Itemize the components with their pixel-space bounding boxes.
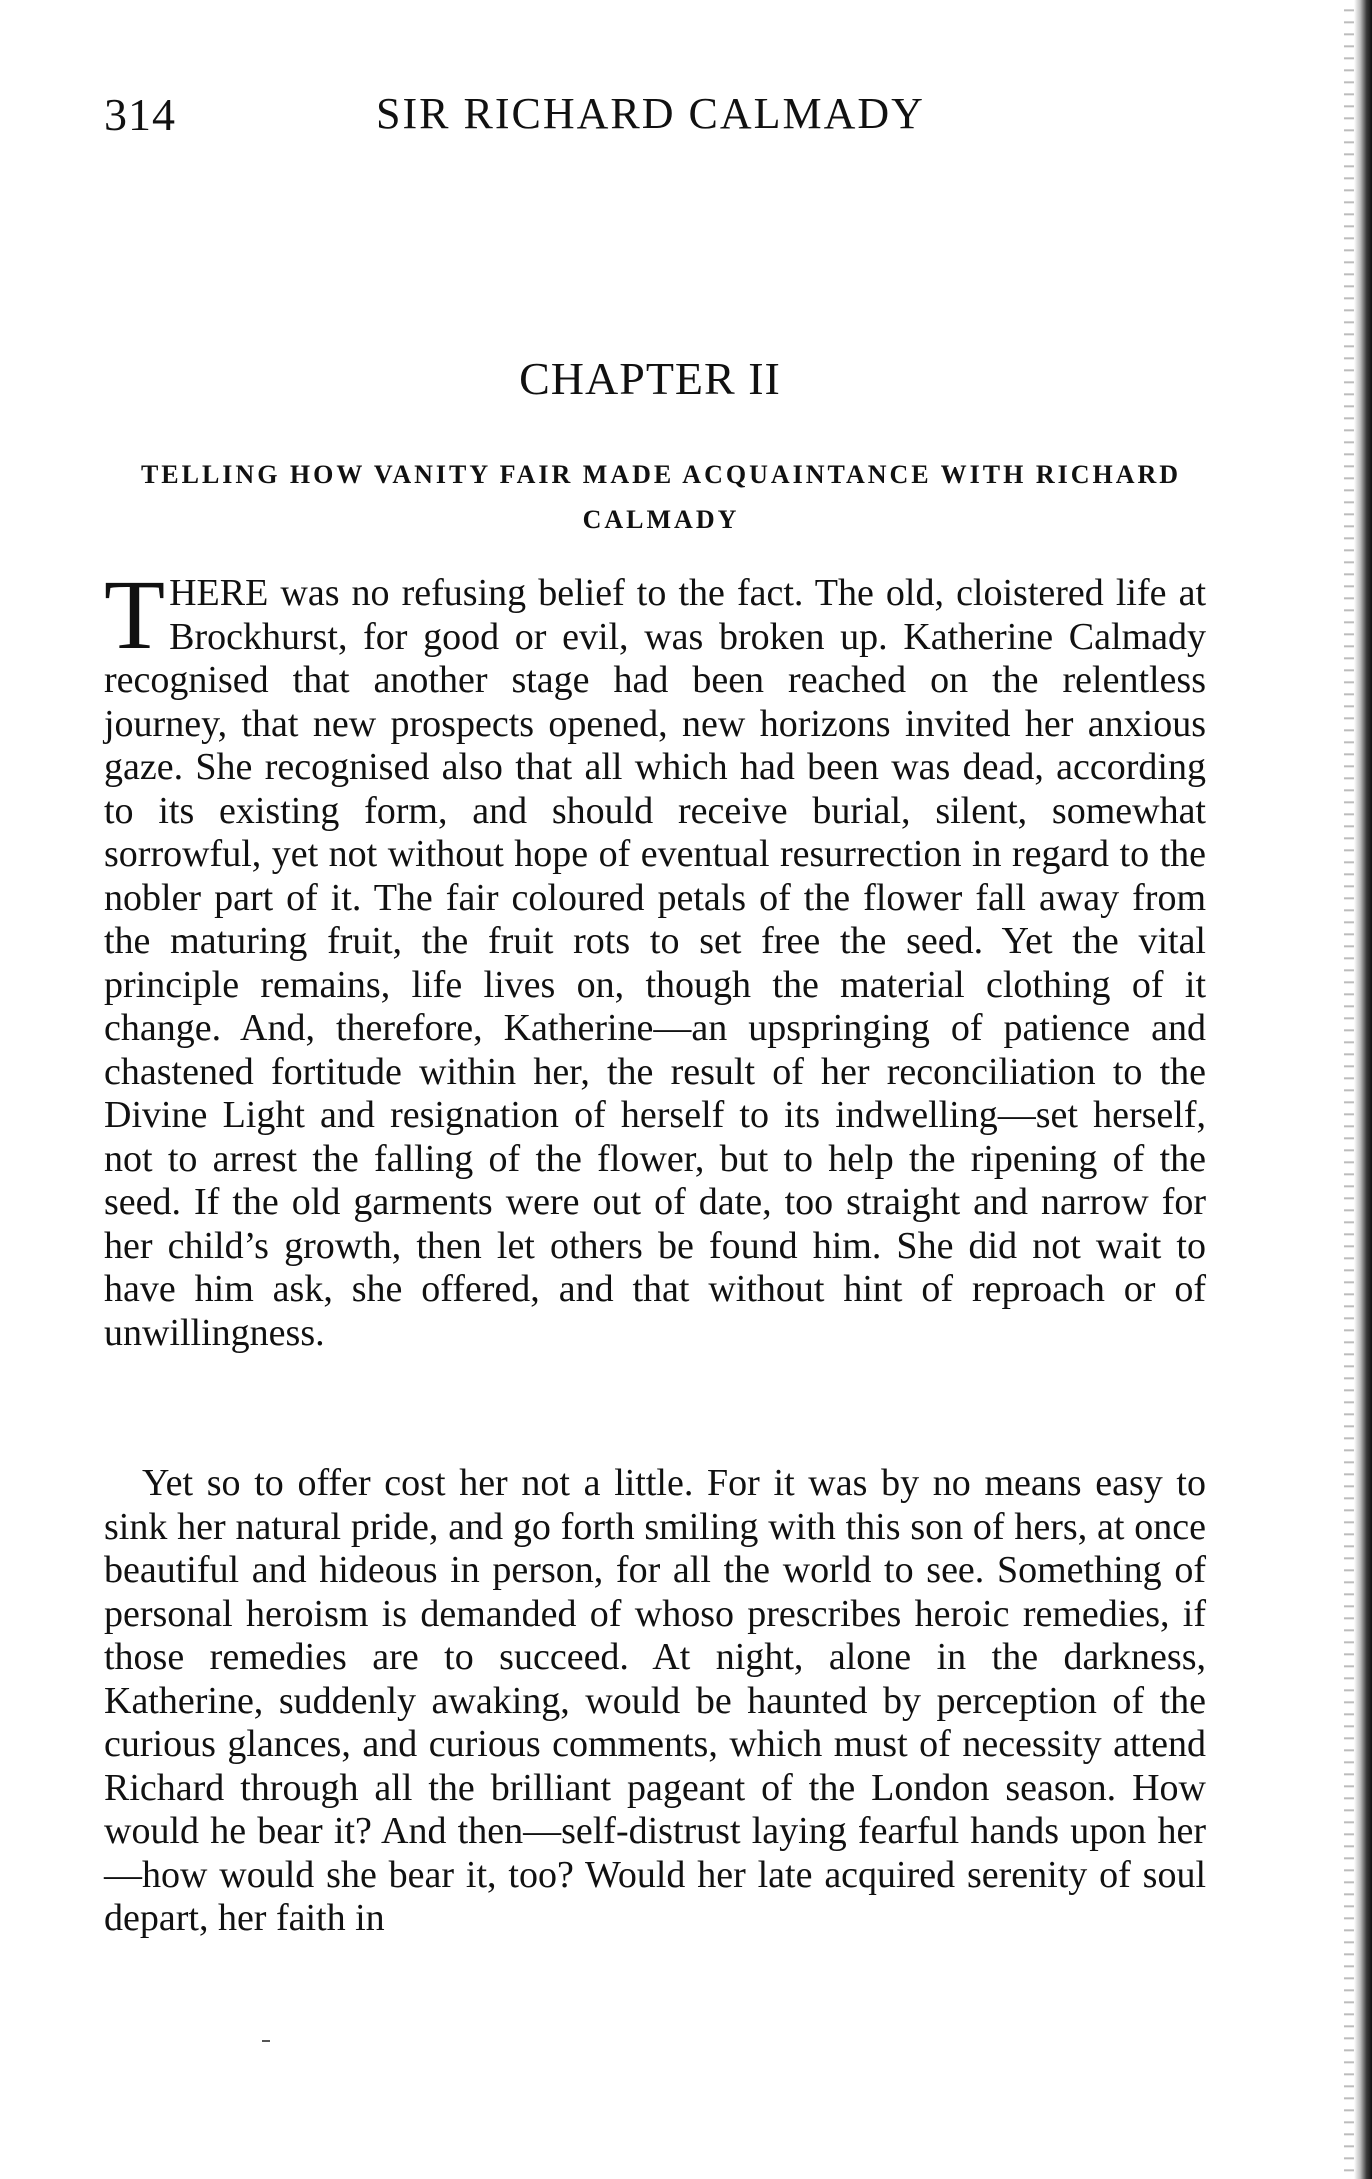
paragraph-2-text: Yet so to offer cost her not a little. For it was by no means easy to sink her natural pride, and go forth smiling with this son of hers, at once beautiful and hideous in person, for all the world to see. Something of personal heroism is demanded of whoso prescribes heroic remedies, if those remedies are to succeed. At night, alone in the darkness, Katherine, suddenly awaking, would be haunted by perception of the curious glances, and curious comments, which must of necessity attend Richard through all the brilliant pageant of the London season. How would he bear it? And then—self-distrust laying fearful hands upon her—how would she bear it, too? Would her late acquired serenity of soul depart, her faith in xyxy=(104,1462,1206,1939)
chapter-title: CHAPTER II xyxy=(519,353,781,404)
page-edge-speckle xyxy=(1344,0,1354,2179)
drop-cap: T xyxy=(104,559,166,670)
running-head xyxy=(104,88,1204,148)
scan-speck xyxy=(262,2040,270,2042)
chapter-subtitle: TELLING HOW VANITY FAIR MADE ACQUAINTANCE WITH RICHARD CALMADY xyxy=(140,460,1182,534)
paragraph-1 xyxy=(104,559,1206,1355)
page-edge-shadow xyxy=(1354,0,1372,2179)
running-title: SIR RICHARD CALMADY xyxy=(376,89,925,138)
paragraph-2 xyxy=(104,1462,1206,1941)
page-number: 314 xyxy=(104,89,176,140)
paragraph-1-text: HERE was no refusing belief to the fact. The old, cloistered life at Brockhurst, for good or evil, was broken up. Katherine Calmady recognised that another stage had been reached on the relentless journey, that new prospects opened, new horizons invited her anxious gaze. She recognised also that all which had been was dead, according to its existing form, and should receive burial, silent, somewhat sorrowful, yet not without hope of eventual resurrection in regard to the nobler part of it. The fair coloured petals of the flower fall away from the maturing fruit, the fruit rots to set free the seed. Yet the vital principle remains, life lives on, though the material clothing of it change. And, therefore, Katherine—an upspringing of patience and chastened fortitude within her, the result of her reconciliation to the Divine Light and resignation of herself to its indwelling—set herself, not to arrest the falling of the flower, but to help the ripening of the seed. If the old garments were out of date, too straight and narrow for her child’s growth, then let others be found him. She did not wait to have him ask, she offered, and that without hint of reproach or of unwillingness. xyxy=(104,572,1206,1354)
